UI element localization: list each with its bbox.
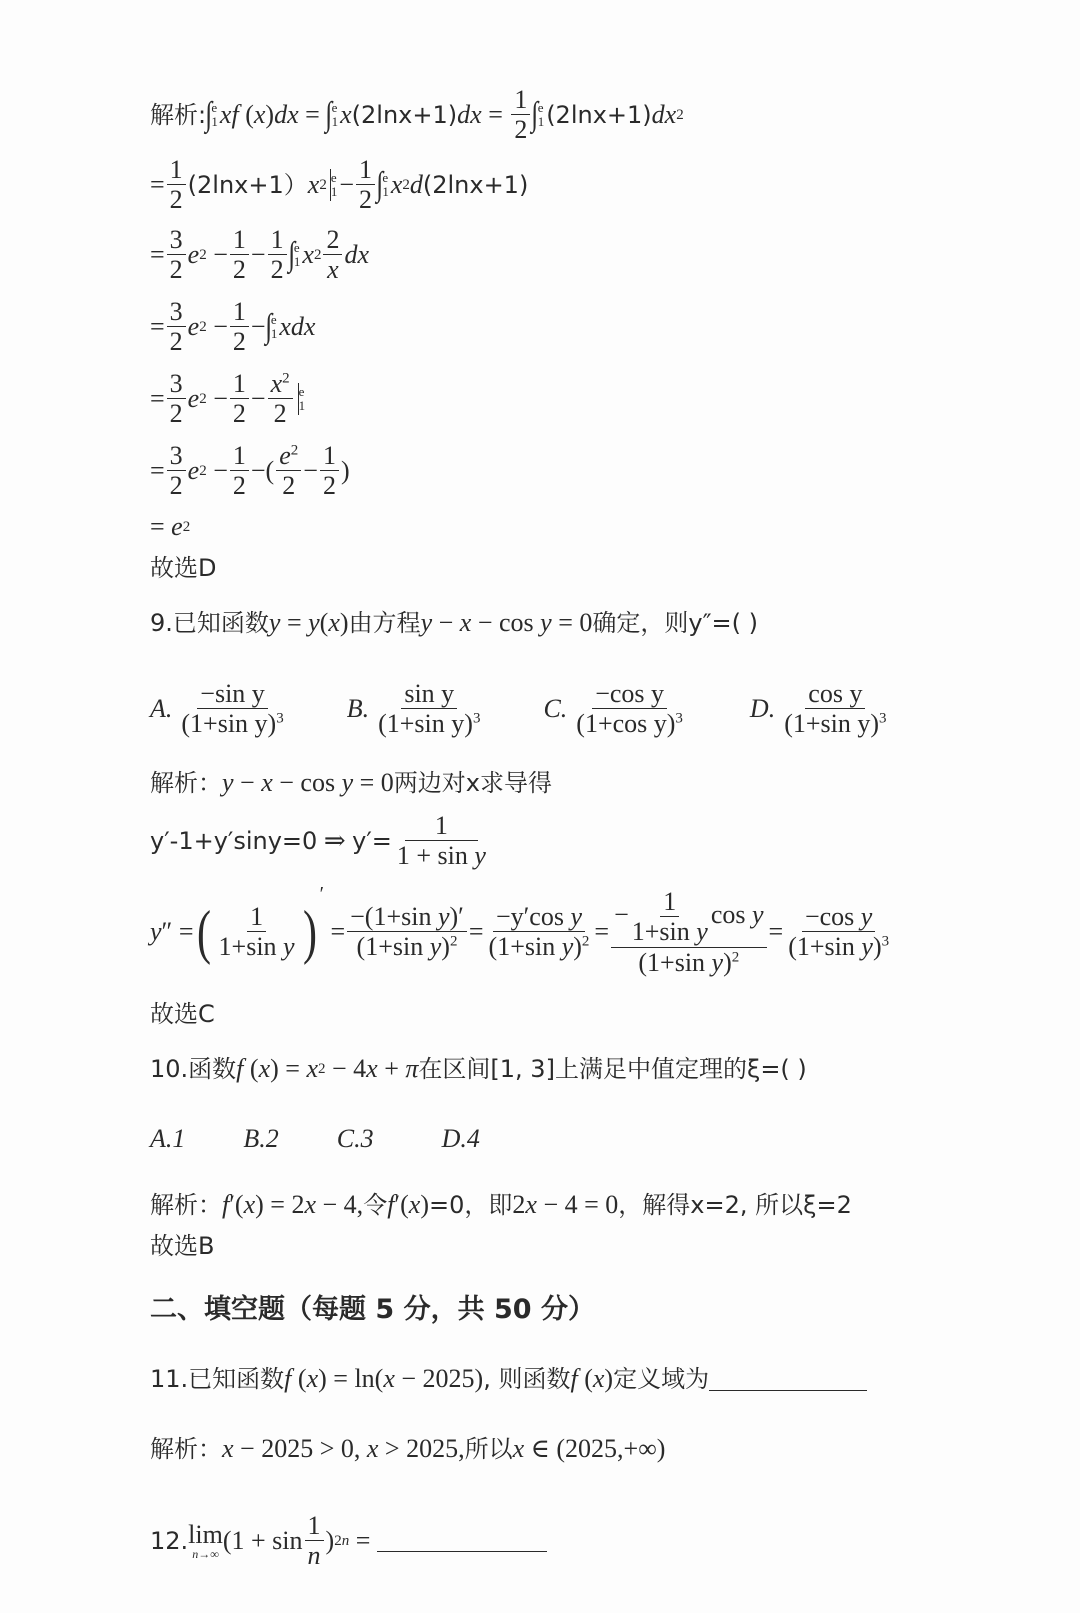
q10-conclusion: 故选B <box>150 1232 215 1260</box>
q8-step2: = $\frac{3}{2}$ e 2 − $\frac{1}{2}$ − $\frac{1}{2}$ ∫ e 1 x 2 $\frac{2}{x}$ dx <box>150 225 369 285</box>
q9-option-a[interactable]: $\frac{\text{−sin y}}{(1+\sin y)^3}$ <box>181 679 284 739</box>
q10-option-a[interactable]: A.1 <box>150 1124 186 1153</box>
q9-option-c[interactable]: $\frac{\text{−cos y}}{(1+\cos y)^3}$ <box>576 679 683 739</box>
q10-analysis: 解析： f ′( x ) = 2 x − 4, 令 f ′( x ) =0，即 2 x − 4 = 0 ，解得x=2, 所以ξ=2 <box>150 1190 852 1219</box>
q8-step4: = $\frac{3}{2}$ e 2 − $\frac{1}{2}$ − $\frac{x^2}{2}$ e 1 <box>150 369 306 429</box>
q11-analysis: 解析： x − 2025 > 0, x > 2025, 所以 x ∈ (2025,+∞) <box>150 1434 666 1463</box>
q11-stem: 11. 已知函数 f ( x ) = ln( x − 2025) , 则函数 f ( x ) 定义域为 <box>150 1366 867 1392</box>
q12-answer-blank[interactable] <box>377 1529 547 1552</box>
q10-options <box>150 1126 480 1152</box>
q11-answer-blank[interactable] <box>709 1368 867 1391</box>
q10-stem: 10. 函数 f ( x ) = x 2 − 4 x + π 在区间[1, 3]上满足中值定理的ξ=( ) <box>150 1054 807 1083</box>
q9-second-derivative: y ″ = ( $\frac{1}{\text{1+sin y}}$ ) ′ = $\frac{\text{−(1+sin y)′}}{(1+\sin y)^2}$ = $\frac{\text{−y′cos y}}{(1+\sin y)^2}$ = − $\frac{1}{\text{1+sin y}}$ cos y (1+sin y)$^2$ = $\frac{\text{−cos y}}{(1+\sin y)^3}$ <box>150 883 890 977</box>
q9-option-d[interactable]: $\frac{\text{cos y}}{(1+\sin y)^3}$ <box>784 679 887 739</box>
q8-final: = e 2 <box>150 512 191 541</box>
q9-derivative: y′-1+y′siny=0 ⇒ y′= $\frac{1}{\text{1 + sin y}}$ <box>150 811 486 871</box>
q8-step5: = $\frac{3}{2}$ e 2 − $\frac{1}{2}$ −( $\frac{e^2}{2}$ − $\frac{1}{2}$ ) <box>150 441 350 501</box>
section2-heading: 二、填空题（每题 5 分，共 50 分） <box>150 1294 595 1325</box>
q12-stem: 12. lim n→∞ (1 + sin $\frac{1}{n}$ ) 2n = <box>150 1512 547 1570</box>
q8-step3: = $\frac{3}{2}$ e 2 − $\frac{1}{2}$ − ∫ e 1 xdx <box>150 297 316 357</box>
q10-option-b[interactable]: B.2 <box>243 1124 279 1153</box>
q8-half-fraction: $\frac{1}{2}$ <box>511 86 530 144</box>
q9-option-b[interactable]: $\frac{\text{sin y}}{(1+\sin y)^3}$ <box>378 679 481 739</box>
q8-conclusion: 故选D <box>150 554 217 582</box>
q10-option-c[interactable]: C.3 <box>336 1124 374 1153</box>
q10-option-d[interactable]: D.4 <box>441 1124 480 1153</box>
q9-analysis: 解析： y − x − cos y = 0 两边对x求导得 <box>150 768 553 797</box>
q8-step1: = $\frac{1}{2}$ (2lnx+1） x 2 e 1 − $\frac{1}{2}$ ∫ e 1 x 2 d (2lnx+1) <box>150 155 529 215</box>
q8-line1: 解析: ∫ e 1 xf ( x ) dx = ∫ e 1 x (2lnx+1) dx = $\frac{1}{2}$ ∫ e 1 (2lnx+1) dx 2 <box>150 85 684 145</box>
q9-conclusion: 故选C <box>150 1000 215 1028</box>
q9-stem: 9. 已知函数 y = y ( x ) 由方程 y − x − cos y = 0 确定，则y″=( ) <box>150 608 759 637</box>
q9-options: A. $\frac{\text{−sin y}}{(1+\sin y)^3}$ B. $\frac{\text{sin y}}{(1+\sin y)^3}$ C. $\frac{\text{−cos y}}{(1+\cos y)^3}$ D. $\frac{\text{cos y}}{(1+\sin y)^3}$ <box>150 680 950 738</box>
